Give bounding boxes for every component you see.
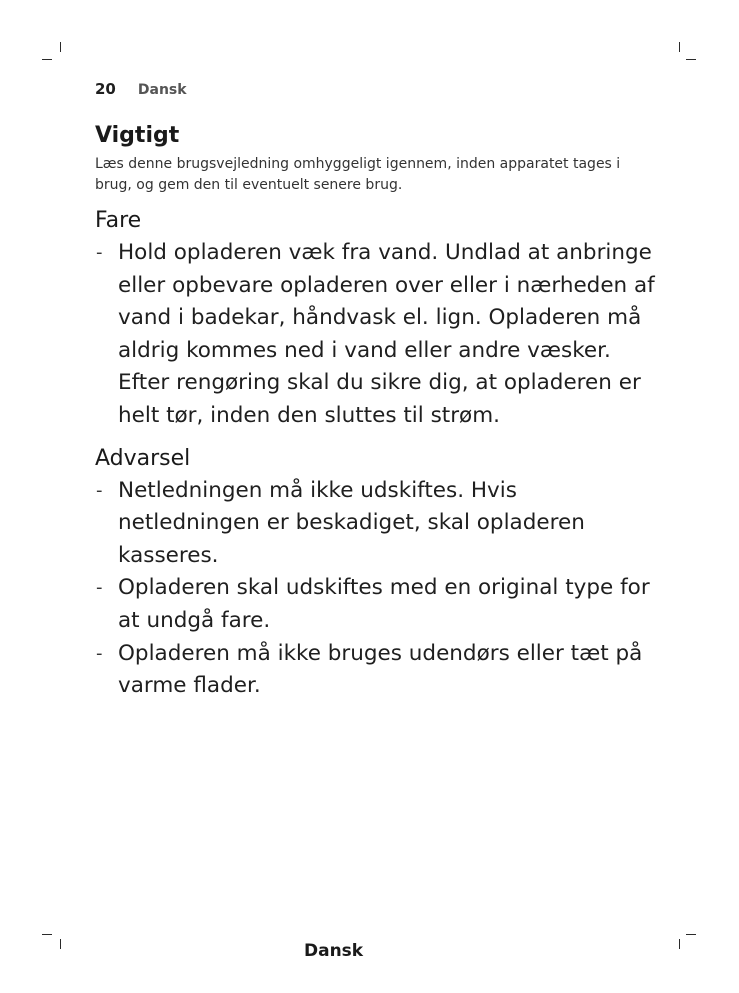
bullet-dash: -: [96, 642, 103, 664]
list-item: [95, 572, 655, 637]
crop-mark-bottom-right-h: [686, 934, 696, 935]
page-title: Vigtigt: [95, 123, 180, 148]
list-item-text: Opladeren skal udskiftes med en original type for at undgå fare.: [118, 575, 650, 633]
section-heading-advarsel: Advarsel: [95, 445, 191, 471]
page-content: [95, 121, 655, 703]
list-item-text: Hold opladeren væk fra vand. Undlad at anbringe eller opbevare opladeren over eller i nærheden af vand i badekar, håndvask el. lign. Opladeren må aldrig kommes ned i vand eller andre væsker. Efter rengøring skal du sikre dig, at opladeren er helt tør, inden den sluttes til strøm.: [118, 240, 655, 428]
bullet-dash: -: [96, 242, 103, 263]
bullet-dash: -: [96, 479, 103, 501]
crop-mark-bottom-left-h: [42, 934, 52, 935]
list-item-text: Netledningen må ikke udskiftes. Hvis netledningen er beskadiget, skal opladeren kasseres.: [118, 477, 585, 568]
crop-mark-top-left-v: [60, 42, 61, 52]
page-number: 20: [95, 80, 116, 98]
header-language: Dansk: [137, 82, 187, 98]
advarsel-list: [95, 475, 655, 703]
list-item: [95, 237, 655, 433]
page-header: [95, 80, 187, 98]
bullet-dash: -: [96, 577, 103, 599]
crop-mark-bottom-right-v: [679, 939, 680, 949]
crop-mark-top-left-h: [42, 59, 52, 60]
crop-mark-top-right-v: [679, 42, 680, 52]
footer-language: Dansk: [304, 941, 364, 961]
section-heading-fare: Fare: [95, 208, 142, 233]
crop-mark-bottom-left-v: [60, 939, 61, 949]
list-item-text: Opladeren må ikke bruges udendørs eller tæt på varme flader.: [118, 640, 643, 699]
intro-paragraph: Læs denne brugsvejledning omhyggeligt igennem, inden apparatet tages i brug, og gem den til eventuelt senere brug.: [95, 156, 621, 193]
list-item: [95, 475, 655, 573]
fare-list: [95, 237, 655, 433]
crop-mark-top-right-h: [686, 59, 696, 60]
list-item: [95, 638, 655, 703]
